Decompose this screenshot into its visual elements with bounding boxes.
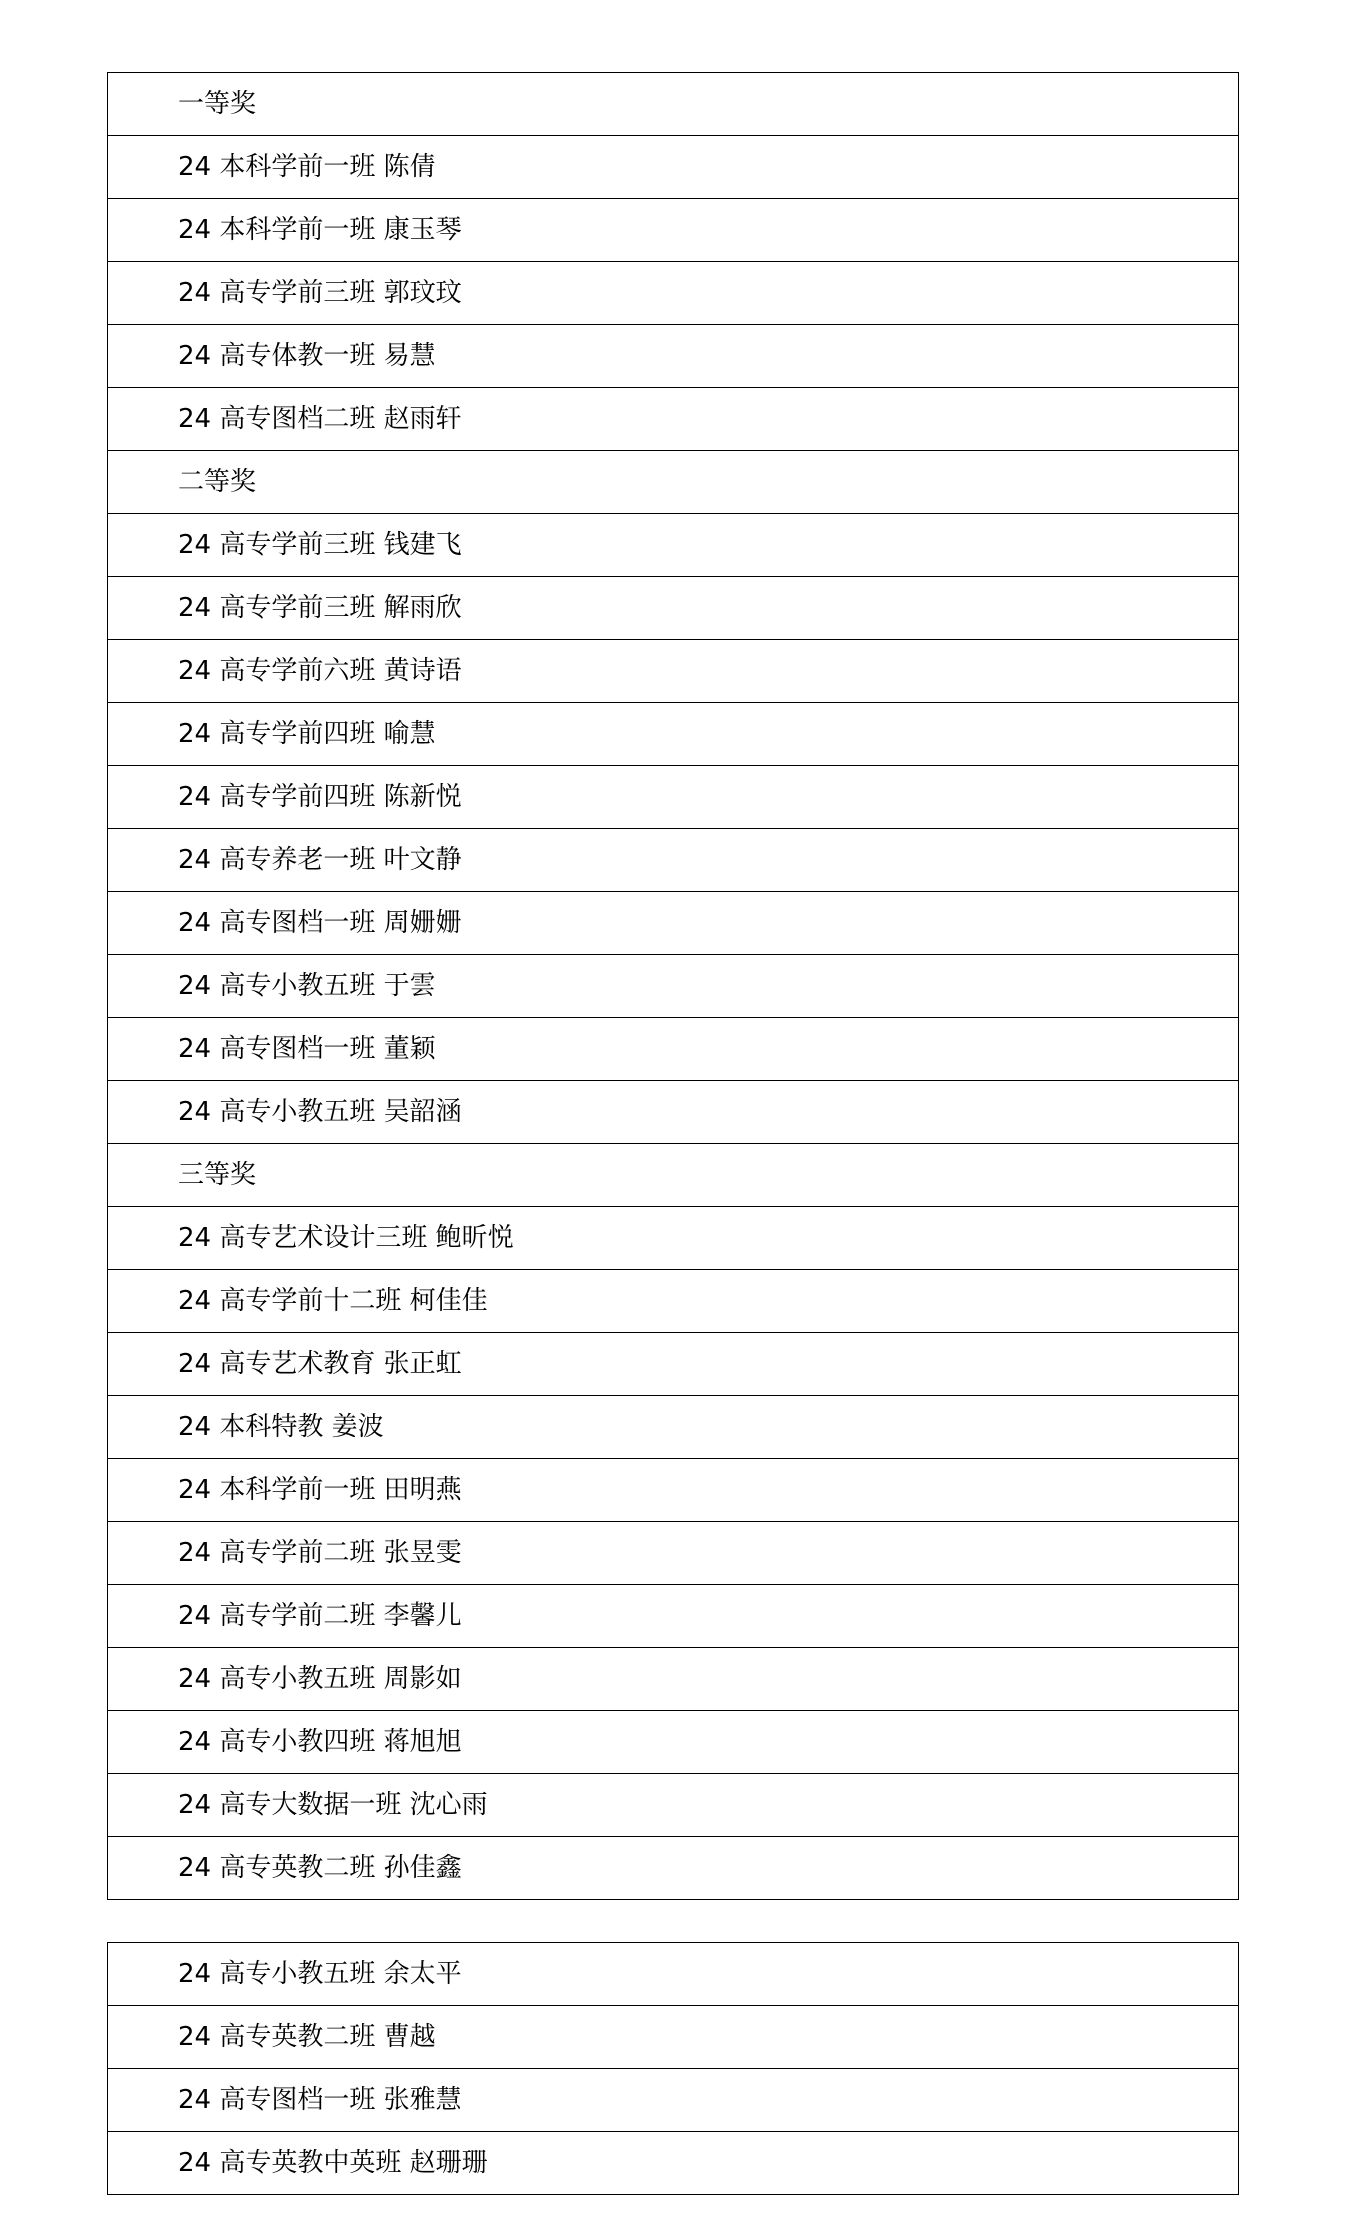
table-row [108, 2069, 1239, 2132]
winner-entry: 24 高专小教五班 余太平 [108, 1943, 1239, 2006]
table-row [108, 1943, 1239, 2006]
winner-entry: 24 高专大数据一班 沈心雨 [108, 1774, 1239, 1837]
table-row [108, 1711, 1239, 1774]
winner-entry: 24 高专学前二班 张昱雯 [108, 1522, 1239, 1585]
winner-entry: 24 高专学前三班 钱建飞 [108, 514, 1239, 577]
winner-entry: 24 高专小教五班 于雲 [108, 955, 1239, 1018]
table-row [108, 1459, 1239, 1522]
winner-entry: 24 本科学前一班 田明燕 [108, 1459, 1239, 1522]
winner-entry: 24 高专小教五班 吴韶涵 [108, 1081, 1239, 1144]
winner-entry: 24 高专养老一班 叶文静 [108, 829, 1239, 892]
award-level-row [108, 1144, 1239, 1207]
table-row [108, 136, 1239, 199]
table-row [108, 514, 1239, 577]
award-level-row [108, 451, 1239, 514]
winner-entry: 24 高专学前四班 陈新悦 [108, 766, 1239, 829]
winner-entry: 24 高专体教一班 易慧 [108, 325, 1239, 388]
award-table-body [108, 73, 1239, 1900]
table-row [108, 2006, 1239, 2069]
winner-entry: 24 高专图档一班 张雅慧 [108, 2069, 1239, 2132]
award-table-continued-body [108, 1943, 1239, 2195]
table-row [108, 1585, 1239, 1648]
table-row [108, 577, 1239, 640]
winner-entry: 24 高专学前四班 喻慧 [108, 703, 1239, 766]
winner-entry: 24 高专学前六班 黄诗语 [108, 640, 1239, 703]
award-table [107, 72, 1239, 1900]
table-row [108, 1648, 1239, 1711]
winner-entry: 24 高专小教四班 蒋旭旭 [108, 1711, 1239, 1774]
winner-entry: 24 本科特教 姜波 [108, 1396, 1239, 1459]
winner-entry: 24 高专图档二班 赵雨轩 [108, 388, 1239, 451]
winner-entry: 24 高专学前三班 郭玟玟 [108, 262, 1239, 325]
table-row [108, 1396, 1239, 1459]
table-row [108, 1207, 1239, 1270]
table-row [108, 199, 1239, 262]
winner-entry: 24 高专英教中英班 赵珊珊 [108, 2132, 1239, 2195]
award-level-label: 二等奖 [108, 451, 1239, 514]
winner-entry: 24 高专图档一班 董颖 [108, 1018, 1239, 1081]
winner-entry: 24 本科学前一班 陈倩 [108, 136, 1239, 199]
table-row [108, 703, 1239, 766]
table-row [108, 640, 1239, 703]
table-row [108, 262, 1239, 325]
table-row [108, 325, 1239, 388]
table-row [108, 1837, 1239, 1900]
winner-entry: 24 高专小教五班 周影如 [108, 1648, 1239, 1711]
table-row [108, 829, 1239, 892]
table-row [108, 388, 1239, 451]
winner-entry: 24 高专学前三班 解雨欣 [108, 577, 1239, 640]
table-row [108, 1522, 1239, 1585]
winner-entry: 24 高专学前十二班 柯佳佳 [108, 1270, 1239, 1333]
award-level-label: 三等奖 [108, 1144, 1239, 1207]
winner-entry: 24 本科学前一班 康玉琴 [108, 199, 1239, 262]
award-level-label: 一等奖 [108, 73, 1239, 136]
winner-entry: 24 高专艺术设计三班 鲍昕悦 [108, 1207, 1239, 1270]
table-row [108, 892, 1239, 955]
table-row [108, 955, 1239, 1018]
winner-entry: 24 高专英教二班 曹越 [108, 2006, 1239, 2069]
award-level-row [108, 73, 1239, 136]
table-row [108, 1018, 1239, 1081]
winner-entry: 24 高专图档一班 周姗姗 [108, 892, 1239, 955]
table-row [108, 1333, 1239, 1396]
award-table-continued [107, 1942, 1239, 2195]
table-row [108, 766, 1239, 829]
winner-entry: 24 高专学前二班 李馨儿 [108, 1585, 1239, 1648]
table-row [108, 1081, 1239, 1144]
table-row [108, 1774, 1239, 1837]
winner-entry: 24 高专艺术教育 张正虹 [108, 1333, 1239, 1396]
table-row [108, 2132, 1239, 2195]
table-row [108, 1270, 1239, 1333]
winner-entry: 24 高专英教二班 孙佳鑫 [108, 1837, 1239, 1900]
